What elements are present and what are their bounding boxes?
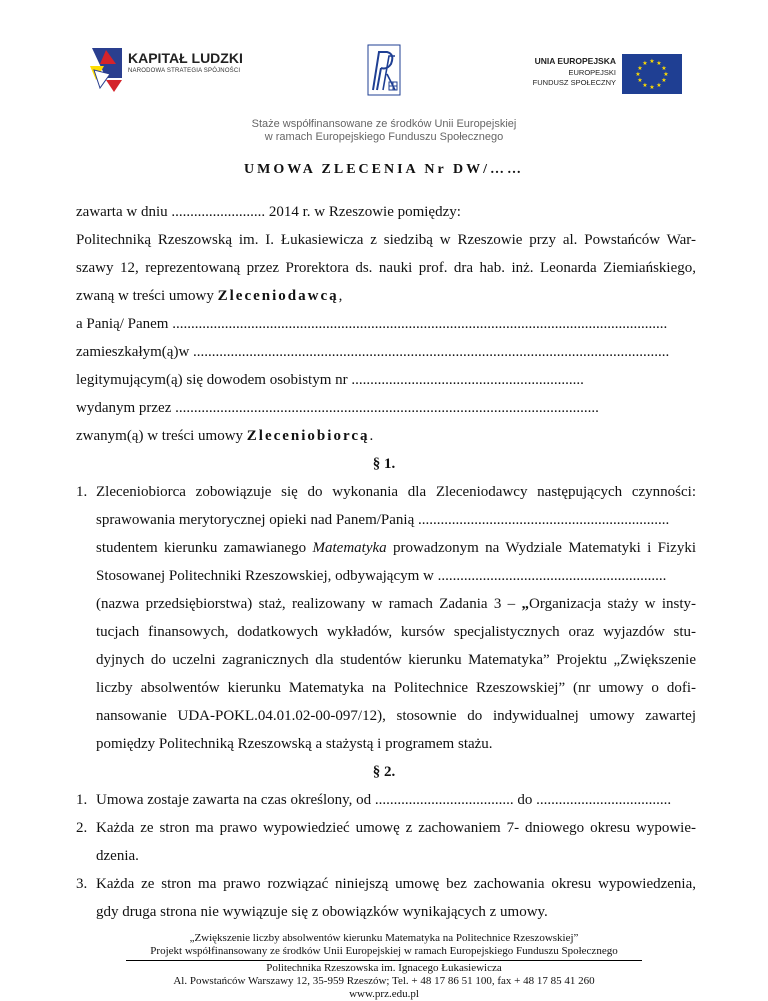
prz-logo xyxy=(367,44,401,96)
section-2-item-2-line-2: dzenia. xyxy=(96,848,139,864)
svg-text:★: ★ xyxy=(663,71,669,78)
intro-contractor-post: . xyxy=(369,428,374,444)
subtitle-line-1: Staże współfinansowane ze środków Unii Europejskiej xyxy=(251,118,517,130)
institution-footer xyxy=(0,962,768,1001)
section-1-line-5-post: Organizacja staży w insty- xyxy=(529,596,696,612)
zleceniobiorca-term: Zleceniobiorcą xyxy=(246,428,370,444)
svg-text:★: ★ xyxy=(661,65,667,72)
kl-logo-subtitle: NARODOWA STRATEGIA SPÓJNOŚCI xyxy=(128,68,241,74)
field-of-study: Matematyka xyxy=(312,540,387,556)
svg-text:★: ★ xyxy=(649,58,655,65)
header-subtitle xyxy=(0,118,768,144)
intro-principal-line xyxy=(76,288,342,305)
contractor-id-line: legitymującym(ą) się dowodem osobistym nr .............................................................. xyxy=(76,372,584,388)
svg-text:★: ★ xyxy=(656,60,662,67)
section-1-line-7: dyjnych do uczelni zagranicznych dla studentów kierunku Matematyka” Projektu „Zwiększenie xyxy=(96,652,696,668)
svg-text:★: ★ xyxy=(635,71,641,78)
subtitle-line-2: w ramach Europejskiego Funduszu Społecznego xyxy=(264,131,504,143)
eu-logo-line3: FUNDUSZ SPOŁECZNY xyxy=(532,78,616,87)
section-1-item-number: 1. xyxy=(76,484,88,500)
footer-institution: Politechnika Rzeszowska im. Ignacego Łukasiewicza xyxy=(266,962,502,974)
section-1-line-9: nansowanie UDA-POKL.04.01.02-00-097/12), stosownie do indywidualnej umowy zawartej xyxy=(96,708,696,724)
prz-emblem-icon xyxy=(367,44,401,96)
section-1-line-3-pre: studentem kierunku zamawianego xyxy=(96,540,313,556)
kapital-ludzki-emblem-icon xyxy=(86,44,126,96)
section-1-line-2: sprawowania merytorycznej opieki nad Panem/Panią ................................................................... xyxy=(96,512,670,528)
project-footer xyxy=(0,932,768,958)
svg-text:★: ★ xyxy=(637,77,643,84)
intro-party-line-1: Politechniką Rzeszowską im. I. Łukasiewicza z siedzibą w Rzeszowie przy al. Powstańców War- xyxy=(76,232,696,248)
section-2-item-3-number: 3. xyxy=(76,876,88,892)
kapital-ludzki-logo xyxy=(86,44,246,96)
kl-logo-title: KAPITAŁ LUDZKI xyxy=(128,50,243,66)
section-2-item-1-number: 1. xyxy=(76,792,88,808)
section-1-line-4: Stosowanej Politechniki Rzeszowskiej, odbywającym w ............................................................. xyxy=(96,568,667,584)
contractor-address-line: zamieszkałym(ą)w ............................................................................................................................... xyxy=(76,344,670,360)
svg-text:★: ★ xyxy=(649,84,655,91)
section-2-item-3-line-2: gdy druga strona nie wywiązuje się z obowiązków wynikających z umowy. xyxy=(96,904,548,920)
footer-website-link[interactable]: www.prz.edu.pl xyxy=(349,988,419,1000)
zleceniodawca-term: Zleceniodawcą xyxy=(217,288,339,304)
intro-date-line: zawarta w dniu ......................... 2014 r. w Rzeszowie pomiędzy: xyxy=(76,204,461,220)
section-1-line-5-quote: „ xyxy=(521,596,530,612)
section-2-item-2-line-1: Każda ze stron ma prawo wypowiedzieć umowę z zachowaniem 7- dniowego okresu wypowie- xyxy=(96,820,696,836)
footer-project-name: „Zwiększenie liczby absolwentów kierunku Matematyka na Politechnice Rzeszowskiej” xyxy=(189,932,579,944)
footer-address: Al. Powstańców Warszawy 12, 35-959 Rzeszów; Tel. + 48 17 86 51 100, fax + 48 17 85 41 260 xyxy=(173,975,595,987)
section-2-item-3-line-1: Każda ze stron ma prawo rozwiązać niniejszą umowę bez zachowania okresu wypowiedzenia, xyxy=(96,876,696,892)
intro-contractor-pre: zwanym(ą) w treści umowy xyxy=(76,428,247,444)
eu-flag-icon xyxy=(622,54,682,94)
intro-principal-pre: zwaną w treści umowy xyxy=(76,288,218,304)
section-2-item-2-number: 2. xyxy=(76,820,88,836)
footer-funding-note: Projekt współfinansowany ze środków Unii Europejskiej w ramach Europejskiego Funduszu Społecznego xyxy=(150,945,618,957)
eu-logo-line1: UNIA EUROPEJSKA xyxy=(534,56,616,66)
section-1-line-10: pomiędzy Politechniką Rzeszowską a stażystą i programem stażu. xyxy=(96,736,493,752)
contractor-id-issuer-line: wydanym przez ................................................................................................................. xyxy=(76,400,599,416)
section-2-item-1: Umowa zostaje zawarta na czas określony, od ..................................... do .................................... xyxy=(96,792,672,808)
footer-divider xyxy=(126,960,642,961)
intro-party-line-2: szawy 12, reprezentowaną przez Prorektora ds. nauki prof. dra hab. inż. Leonarda Ziemiańskiego, xyxy=(76,260,696,276)
section-1-line-8: liczby absolwentów kierunku Matematyka na Politechnice Rzeszowskiej” (nr umowy o dofi- xyxy=(96,680,696,696)
section-1-line-3 xyxy=(96,540,696,557)
svg-text:★: ★ xyxy=(656,82,662,89)
svg-text:★: ★ xyxy=(642,82,648,89)
svg-text:★: ★ xyxy=(637,65,643,72)
section-1-line-1: Zleceniobiorca zobowiązuje się do wykonania dla Zleceniodawcy następujących czynności: xyxy=(96,484,696,500)
section-2-heading: § 2. xyxy=(372,764,396,780)
eu-logo-line2: EUROPEJSKI xyxy=(568,68,616,77)
section-1-line-6: tucjach finansowych, dodatkowych wykładów, kursów specjalistycznych oraz wyjazdów stu- xyxy=(96,624,696,640)
intro-principal-post: , xyxy=(338,288,343,304)
section-1-line-3-post: prowadzonym na Wydziale Matematyki i Fizyki xyxy=(386,540,697,556)
section-1-line-5 xyxy=(96,596,696,613)
section-1-line-5-pre: (nazwa przedsiębiorstwa) staż, realizowany w ramach Zadania 3 – xyxy=(96,596,522,612)
svg-text:★: ★ xyxy=(661,77,667,84)
svg-text:★: ★ xyxy=(642,60,648,67)
section-1-heading: § 1. xyxy=(372,456,396,472)
eu-efs-logo xyxy=(510,54,682,94)
contract-title: UMOWA ZLECENIA Nr DW/…… xyxy=(244,162,524,177)
intro-contractor-line xyxy=(76,428,373,445)
contractor-name-line: a Panią/ Panem .................................................................................................................................... xyxy=(76,316,668,332)
